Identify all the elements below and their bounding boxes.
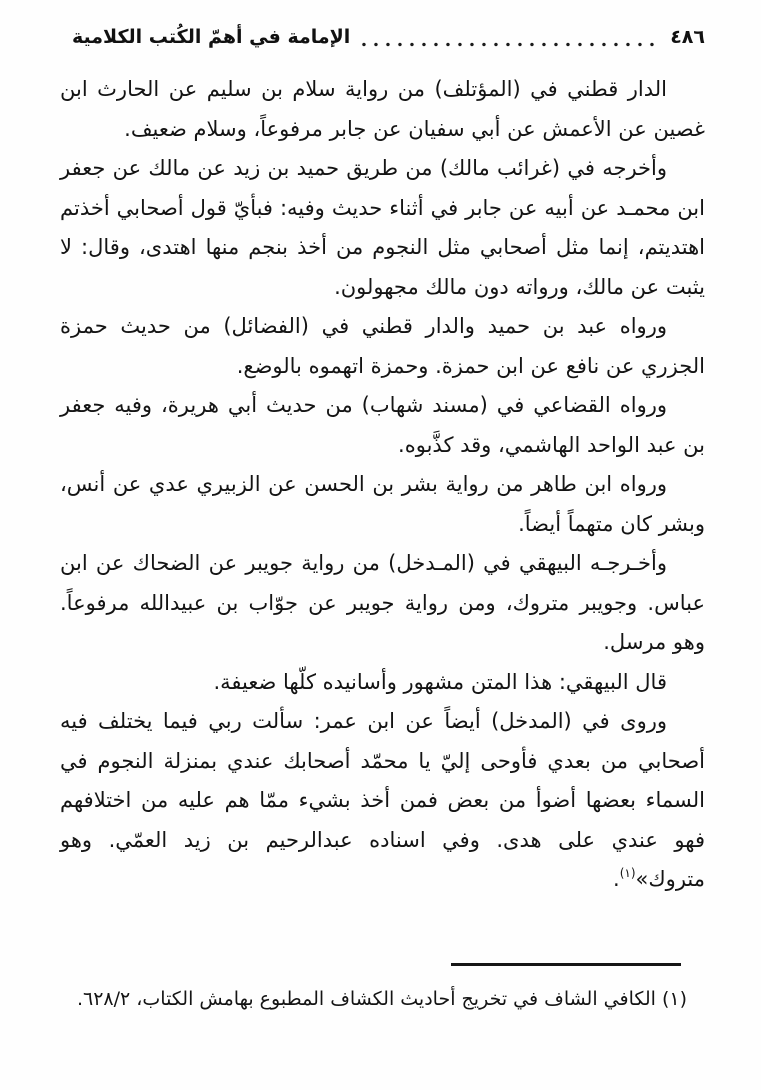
paragraph-7-text: قال البيهقي: هذا المتن مشهور وأسانيده كلّها ضعيفة. xyxy=(213,669,667,694)
footnote-text: الكافي الشاف في تخريج أحاديث الكشاف المطبوع بهامش الكتاب، ٦٢٨/٢. xyxy=(76,988,656,1010)
paragraph-4-text: ورواه القضاعي في (مسند شهاب) من حديث أبي هريرة، وفيه جعفر بن عبد الواحد الهاشمي، وقد كذَّبوه. xyxy=(60,393,705,457)
paragraph-6-text: وأخـرجـه البيهقي في (المـدخل) من رواية جويبر عن الضحاك عن ابن عباس. وجويبر متروك، ومن رواية جويبر عن جوّاب بن عبيدالله مرفوعاً. وهو مرسل. xyxy=(60,551,705,654)
paragraph-3-text: ورواه عبد بن حميد والدار قطني في (الفضائل) من حديث حمزة الجزري عن نافع عن ابن حمزة. وحمزة اتهموه بالوضع. xyxy=(60,314,705,378)
chapter-title: الإمامة في أهمّ الكُتب الكلامية xyxy=(72,26,351,48)
paragraph-2 xyxy=(60,149,705,307)
paragraph-7 xyxy=(60,663,705,703)
paragraph-8 xyxy=(60,702,705,900)
running-header xyxy=(0,0,761,48)
footnote-marker: (١) xyxy=(661,988,687,1010)
paragraph-3 xyxy=(60,307,705,386)
footnote-ref-marker: (١) xyxy=(619,866,636,880)
footnote xyxy=(56,983,687,1015)
paragraph-5 xyxy=(60,465,705,544)
paragraph-8-tail: . xyxy=(613,867,620,891)
paragraph-6 xyxy=(60,544,705,663)
page-body xyxy=(0,70,761,900)
paragraph-1-text: الدار قطني في (المؤتلف) من رواية سلام بن سليم عن الحارث ابن غصين عن الأعمش عن أبي سفيان عن جابر مرفوعاً، وسلام ضعيف. xyxy=(60,77,705,141)
dot-leader xyxy=(360,42,656,47)
paragraph-1 xyxy=(60,70,705,149)
page-number: ٤٨٦ xyxy=(670,26,705,48)
paragraph-8-text: وروى في (المدخل) أيضاً عن ابن عمر: سألت ربي فيما يختلف فيه أصحابي من بعدي فأوحى إليّ يا محمّد أصحابك عندي بمنزلة النجوم في السماء بعضها أضوأ من بعض فمن أخذ بشيء ممّا هم عليه من اختلافهم فهو عندي على هدى. وفي اسناده عبدالرحيم بن زيد العمّي. وهو متروك» xyxy=(60,709,705,891)
paragraph-2-text: وأخرجه في (غرائب مالك) من طريق حميد بن زيد عن مالك عن جعفر ابن محمـد عن أبيه عن جابر في أثناء حديث وفيه: فبأيّ قول أصحابي أخذتم اهتديتم، إنما مثل أصحابي مثل النجوم من أخذ بنجم منها اهتدى، وقال: لا يثبت عن مالك، ورواته دون مالك مجهولون. xyxy=(60,156,705,299)
paragraph-5-text: ورواه ابن طاهر من رواية بشر بن الحسن عن الزبيري عدي عن أنس، وبشر كان متهماً أيضاً. xyxy=(60,472,705,536)
paragraph-4 xyxy=(60,386,705,465)
footnote-separator xyxy=(451,963,681,966)
